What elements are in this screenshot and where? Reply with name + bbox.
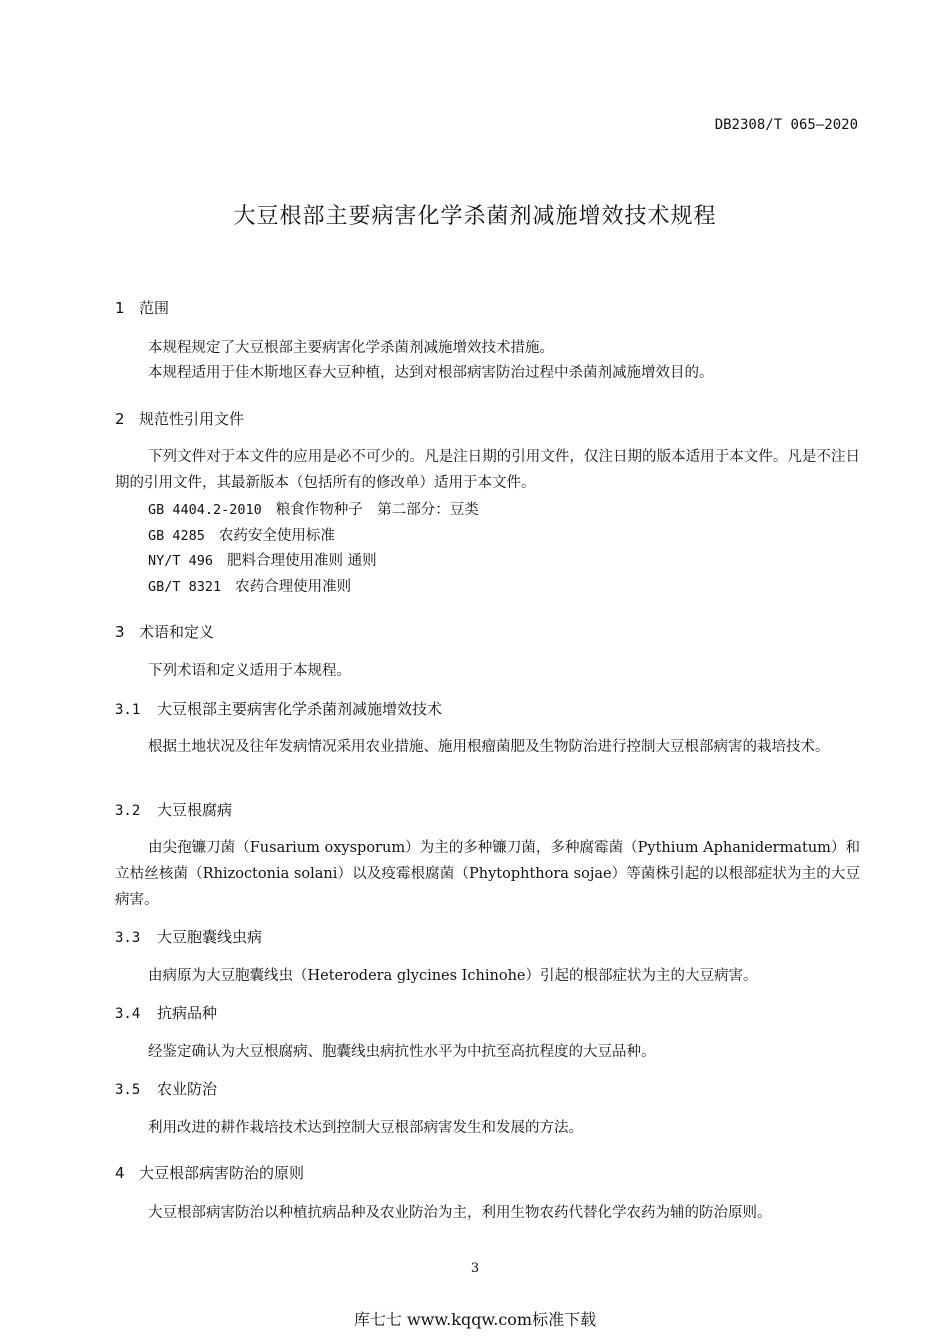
section-4-heading [115, 1162, 304, 1183]
section-1-heading [115, 297, 169, 318]
section-title: 规范性引用文件 [139, 410, 245, 428]
term-title: 大豆根部主要病害化学杀菌剂减施增效技术 [157, 700, 443, 718]
paragraph: 大豆根部病害防治以种植抗病品种及农业防治为主，利用生物农药代替化学农药为辅的防治原则。 [148, 1205, 772, 1221]
reference-code: GB 4404.2-2010 [148, 502, 262, 518]
term-number: 3.2 [115, 803, 141, 819]
section-number: 1 [115, 299, 125, 317]
reference-title: 粮食作物种子 第二部分：豆类 [275, 502, 479, 518]
document-title: 大豆根部主要病害化学杀菌剂减施增效技术规程 [233, 204, 717, 229]
term-3-1-heading [115, 698, 442, 719]
reference-item [148, 575, 351, 596]
reference-title: 农药安全使用标准 [218, 528, 335, 544]
term-3-5-heading [115, 1078, 217, 1099]
paragraph: 利用改进的耕作栽培技术达到控制大豆根部病害发生和发展的方法。 [148, 1120, 583, 1136]
page-number: 3 [470, 1261, 480, 1276]
reference-title: 肥料合理使用准则 通则 [227, 553, 377, 569]
section-number: 3 [115, 623, 125, 641]
reference-code: GB/T 8321 [148, 579, 222, 595]
reference-code: NY/T 496 [148, 553, 214, 569]
term-3-2-heading [115, 799, 232, 820]
paragraph: 下列文件对于本文件的应用是必不可少的。凡是注日期的引用文件，仅注日期的版本适用于本文件。凡是不注日期的引用文件，其最新版本（包括所有的修改单）适用于本文件。 [115, 449, 860, 491]
section-number: 4 [115, 1164, 125, 1182]
term-title: 抗病品种 [157, 1004, 218, 1022]
term-number: 3.3 [115, 930, 141, 946]
paragraph: 经鉴定确认为大豆根腐病、胞囊线虫病抗性水平为中抗至高抗程度的大豆品种。 [148, 1044, 656, 1060]
paragraph: 由病原为大豆胞囊线虫（Heterodera glycines Ichinohe）引起的根部症状为主的大豆病害。 [148, 968, 758, 984]
term-number: 3.5 [115, 1082, 141, 1098]
term-number: 3.4 [115, 1006, 141, 1022]
paragraph: 由尖孢镰刀菌（Fusarium oxysporum）为主的多种镰刀菌，多种腐霉菌（Pythium Aphanidermatum）和立枯丝核菌（Rhizoctonia solani）以及疫霉根腐菌（Phytophthora sojae）等菌株引起的以根部症状为主的大豆病害。 [115, 840, 860, 908]
reference-code: GB 4285 [148, 528, 205, 544]
term-number: 3.1 [115, 702, 141, 718]
term-title: 大豆根腐病 [157, 801, 233, 819]
reference-item [148, 549, 377, 570]
paragraph: 下列术语和定义适用于本规程。 [148, 663, 351, 679]
section-title: 大豆根部病害防治的原则 [139, 1164, 305, 1182]
paragraph: 本规程规定了大豆根部主要病害化学杀菌剂减施增效技术措施。 [148, 340, 554, 356]
footer-watermark: 库七七 www.kqqw.com标准下载 [353, 1310, 597, 1329]
reference-item [148, 524, 335, 545]
section-title: 范围 [139, 299, 170, 317]
reference-title: 农药合理使用准则 [235, 579, 352, 595]
paragraph: 本规程适用于佳木斯地区春大豆种植，达到对根部病害防治过程中杀菌剂减施增效目的。 [148, 365, 714, 381]
document-number: DB2308/T 065—2020 [714, 117, 858, 133]
reference-item [148, 498, 479, 519]
section-3-heading [115, 621, 214, 642]
term-3-4-heading [115, 1002, 217, 1023]
section-2-heading [115, 408, 244, 429]
section-title: 术语和定义 [139, 623, 215, 641]
section-number: 2 [115, 410, 125, 428]
paragraph: 根据土地状况及往年发病情况采用农业措施、施用根瘤菌肥及生物防治进行控制大豆根部病害的栽培技术。 [148, 739, 830, 755]
term-title: 大豆胞囊线虫病 [157, 928, 263, 946]
term-title: 农业防治 [157, 1080, 218, 1098]
term-3-3-heading [115, 926, 262, 947]
